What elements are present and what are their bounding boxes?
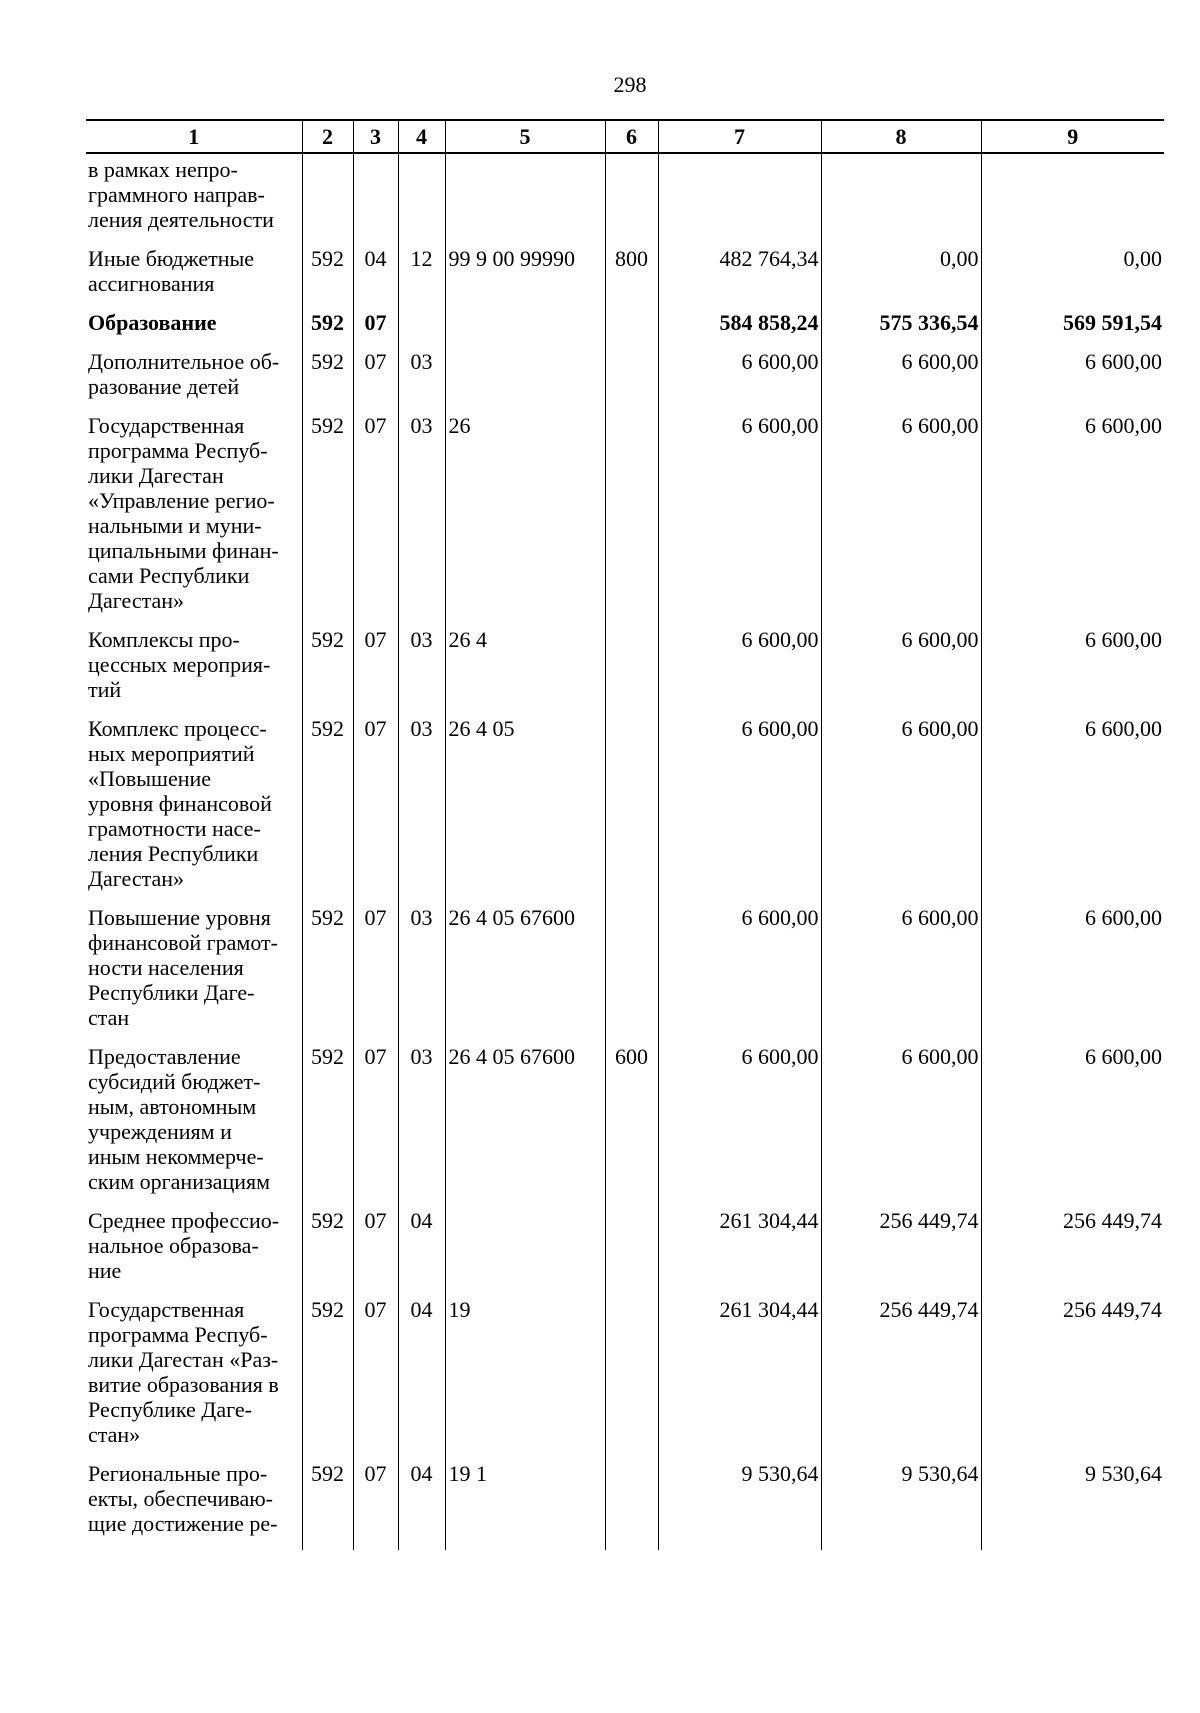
cell-amount-year-2: 9 530,64 xyxy=(821,1461,981,1550)
row-label: Иные бюджетные ассигнования xyxy=(88,246,255,296)
cell-section: 07 xyxy=(353,1297,398,1461)
table-row xyxy=(86,1044,1164,1208)
cell-section: 07 xyxy=(353,413,398,627)
table-row xyxy=(86,627,1164,716)
cell-section: 07 xyxy=(353,1461,398,1550)
cell-expense-type xyxy=(605,310,658,349)
cell-amount-year-1: 6 600,00 xyxy=(658,413,821,627)
cell-amount-year-1: 6 600,00 xyxy=(658,1044,821,1208)
cell-expense-type xyxy=(605,905,658,1044)
column-header-8: 8 xyxy=(821,120,981,153)
cell-amount-year-2: 6 600,00 xyxy=(821,349,981,413)
cell-target-article: 26 xyxy=(445,413,605,627)
cell-amount-year-1: 9 530,64 xyxy=(658,1461,821,1550)
cell-amount-year-3: 6 600,00 xyxy=(981,716,1164,905)
column-header-4: 4 xyxy=(398,120,445,153)
cell-ministry-code: 592 xyxy=(302,349,353,413)
cell-target-article xyxy=(445,310,605,349)
cell-section: 07 xyxy=(353,627,398,716)
cell-amount-year-2: 256 449,74 xyxy=(821,1297,981,1461)
cell-amount-year-2: 6 600,00 xyxy=(821,413,981,627)
cell-target-article: 99 9 00 99990 xyxy=(445,246,605,310)
table-row xyxy=(86,1208,1164,1297)
cell-amount-year-3: 6 600,00 xyxy=(981,905,1164,1044)
cell-target-article xyxy=(445,349,605,413)
row-label: Региональные про- екты, обеспечиваю- щие достижение ре- xyxy=(88,1461,278,1536)
cell-amount-year-2 xyxy=(821,153,981,246)
cell-section: 07 xyxy=(353,1208,398,1297)
cell-amount-year-2: 6 600,00 xyxy=(821,716,981,905)
cell-expense-type xyxy=(605,153,658,246)
cell-section: 07 xyxy=(353,349,398,413)
cell-amount-year-1: 584 858,24 xyxy=(658,310,821,349)
cell-section: 07 xyxy=(353,905,398,1044)
row-label: Государственная программа Респуб- лики Дагестан «Управление регио- нальными и муни- ципальными финан- сами Республики Дагестан» xyxy=(88,413,279,613)
page-number: 298 xyxy=(613,72,647,97)
cell-section: 04 xyxy=(353,246,398,310)
column-header-6: 6 xyxy=(605,120,658,153)
cell-target-article xyxy=(445,153,605,246)
cell-expense-type xyxy=(605,413,658,627)
row-label: Предоставление субсидий бюджет- ным, автономным учреждениям и иным некоммерче- ским организациям xyxy=(88,1044,271,1194)
cell-ministry-code: 592 xyxy=(302,716,353,905)
cell-ministry-code: 592 xyxy=(302,1461,353,1550)
cell-ministry-code: 592 xyxy=(302,1044,353,1208)
cell-subsection: 03 xyxy=(398,1044,445,1208)
cell-amount-year-1: 482 764,34 xyxy=(658,246,821,310)
column-header-5: 5 xyxy=(445,120,605,153)
row-label: Комплексы про- цессных мероприя- тий xyxy=(88,627,271,702)
table-row xyxy=(86,413,1164,627)
row-label: Образование xyxy=(88,310,217,335)
cell-ministry-code: 592 xyxy=(302,905,353,1044)
cell-ministry-code: 592 xyxy=(302,413,353,627)
cell-ministry-code: 592 xyxy=(302,1297,353,1461)
cell-subsection: 03 xyxy=(398,349,445,413)
cell-section: 07 xyxy=(353,716,398,905)
cell-section: 07 xyxy=(353,1044,398,1208)
row-label: в рамках непро- граммного направ- ления деятельности xyxy=(88,157,274,232)
cell-subsection xyxy=(398,310,445,349)
cell-amount-year-3: 6 600,00 xyxy=(981,1044,1164,1208)
cell-subsection xyxy=(398,153,445,246)
table-row xyxy=(86,1461,1164,1550)
cell-amount-year-3: 0,00 xyxy=(981,246,1164,310)
cell-target-article: 19 1 xyxy=(445,1461,605,1550)
column-header-2: 2 xyxy=(302,120,353,153)
column-header-1: 1 xyxy=(86,120,302,153)
cell-amount-year-2: 575 336,54 xyxy=(821,310,981,349)
column-header-3: 3 xyxy=(353,120,398,153)
cell-target-article: 26 4 05 67600 xyxy=(445,905,605,1044)
cell-amount-year-1: 261 304,44 xyxy=(658,1297,821,1461)
cell-amount-year-2: 6 600,00 xyxy=(821,905,981,1044)
cell-amount-year-1: 6 600,00 xyxy=(658,627,821,716)
cell-ministry-code: 592 xyxy=(302,1208,353,1297)
cell-expense-type xyxy=(605,349,658,413)
table-row xyxy=(86,349,1164,413)
cell-subsection: 03 xyxy=(398,413,445,627)
cell-subsection: 04 xyxy=(398,1461,445,1550)
table-row xyxy=(86,153,1164,246)
table-row xyxy=(86,310,1164,349)
cell-expense-type xyxy=(605,1297,658,1461)
budget-table-wrapper xyxy=(86,119,1164,1550)
cell-ministry-code: 592 xyxy=(302,310,353,349)
cell-amount-year-3: 9 530,64 xyxy=(981,1461,1164,1550)
cell-section: 07 xyxy=(353,310,398,349)
row-label: Комплекс процесс- ных мероприятий «Повышение уровня финансовой грамотности насе- ления Республики Дагестан» xyxy=(88,716,272,891)
table-body xyxy=(86,153,1164,1550)
cell-section xyxy=(353,153,398,246)
cell-target-article: 26 4 xyxy=(445,627,605,716)
row-label: Повышение уровня финансовой грамот- ности населения Республики Даге- стан xyxy=(88,905,278,1030)
cell-amount-year-2: 6 600,00 xyxy=(821,1044,981,1208)
row-label: Государственная программа Респуб- лики Дагестан «Раз- витие образования в Республике Даге- стан» xyxy=(88,1297,279,1447)
cell-amount-year-3 xyxy=(981,153,1164,246)
cell-amount-year-2: 6 600,00 xyxy=(821,627,981,716)
cell-target-article: 26 4 05 xyxy=(445,716,605,905)
cell-target-article: 26 4 05 67600 xyxy=(445,1044,605,1208)
cell-amount-year-3: 6 600,00 xyxy=(981,413,1164,627)
cell-subsection: 03 xyxy=(398,716,445,905)
cell-subsection: 12 xyxy=(398,246,445,310)
cell-subsection: 03 xyxy=(398,627,445,716)
row-label: Среднее профессио- нальное образова- ние xyxy=(88,1208,280,1283)
cell-amount-year-3: 256 449,74 xyxy=(981,1208,1164,1297)
column-header-7: 7 xyxy=(658,120,821,153)
cell-amount-year-1: 261 304,44 xyxy=(658,1208,821,1297)
cell-amount-year-3: 6 600,00 xyxy=(981,349,1164,413)
table-row xyxy=(86,716,1164,905)
cell-target-article xyxy=(445,1208,605,1297)
row-label: Дополнительное об- разование детей xyxy=(88,349,280,399)
cell-expense-type: 600 xyxy=(605,1044,658,1208)
cell-amount-year-2: 256 449,74 xyxy=(821,1208,981,1297)
cell-ministry-code: 592 xyxy=(302,627,353,716)
column-header-9: 9 xyxy=(981,120,1164,153)
cell-amount-year-1 xyxy=(658,153,821,246)
table-row xyxy=(86,1297,1164,1461)
table-row xyxy=(86,905,1164,1044)
cell-expense-type xyxy=(605,716,658,905)
cell-amount-year-3: 569 591,54 xyxy=(981,310,1164,349)
cell-amount-year-1: 6 600,00 xyxy=(658,716,821,905)
cell-expense-type xyxy=(605,1208,658,1297)
cell-subsection: 03 xyxy=(398,905,445,1044)
header-row xyxy=(86,120,1164,153)
cell-ministry-code: 592 xyxy=(302,246,353,310)
cell-target-article: 19 xyxy=(445,1297,605,1461)
cell-subsection: 04 xyxy=(398,1208,445,1297)
cell-expense-type xyxy=(605,627,658,716)
budget-table xyxy=(86,119,1164,1550)
cell-amount-year-2: 0,00 xyxy=(821,246,981,310)
cell-ministry-code xyxy=(302,153,353,246)
cell-amount-year-3: 256 449,74 xyxy=(981,1297,1164,1461)
cell-expense-type xyxy=(605,1461,658,1550)
cell-subsection: 04 xyxy=(398,1297,445,1461)
cell-amount-year-3: 6 600,00 xyxy=(981,627,1164,716)
cell-amount-year-1: 6 600,00 xyxy=(658,349,821,413)
table-row xyxy=(86,246,1164,310)
cell-expense-type: 800 xyxy=(605,246,658,310)
cell-amount-year-1: 6 600,00 xyxy=(658,905,821,1044)
